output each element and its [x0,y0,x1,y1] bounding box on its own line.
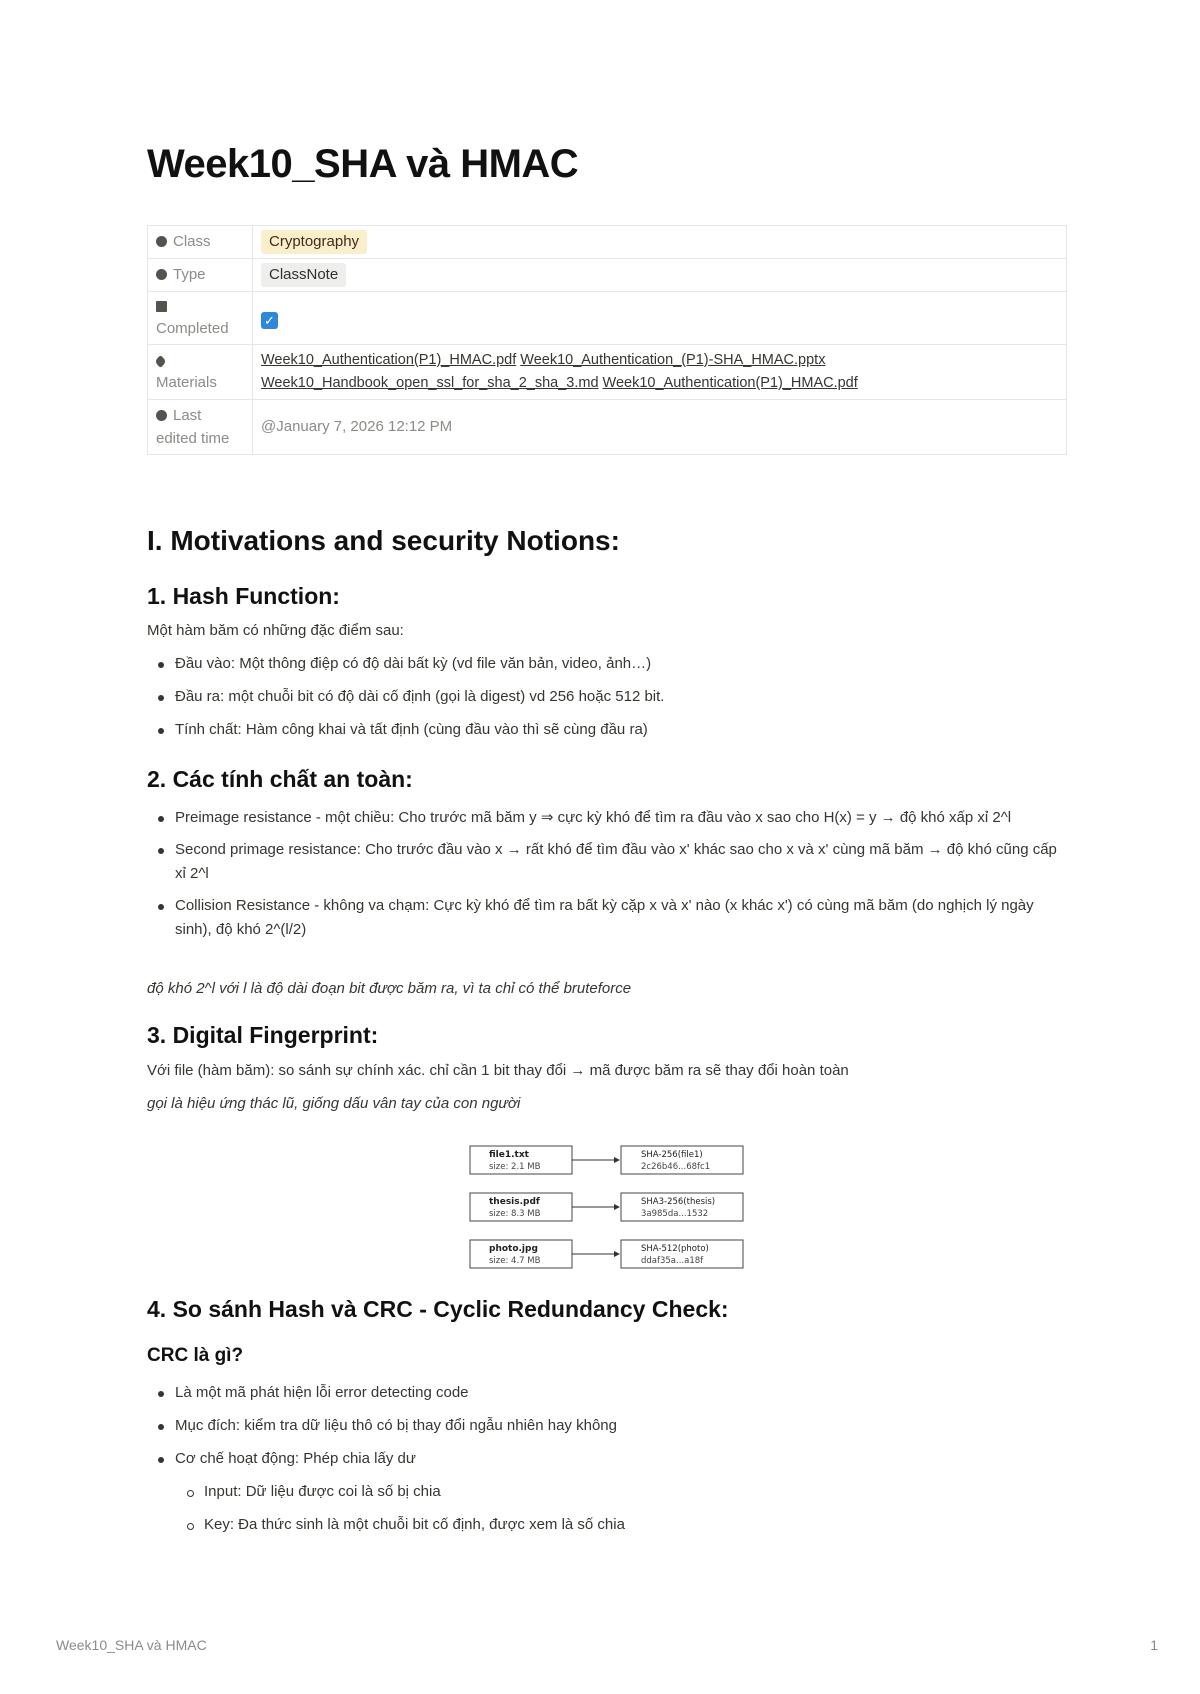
completed-checkbox[interactable]: ✓ [261,312,278,329]
class-tag[interactable]: Cryptography [261,230,367,254]
fingerprint-text: Với file (hàm băm): so sánh sự chính xác. chỉ cần 1 bit thay đổi → mã được băm ra sẽ thay đổi hoàn toàn [147,1062,849,1079]
material-file-link[interactable]: Week10_Authentication(P1)_HMAC.pdf [602,375,858,391]
material-file-link[interactable]: Week10_Authentication_(P1)-SHA_HMAC.pptx [520,352,826,368]
property-completed [148,292,1067,345]
file-size: size: 2.1 MB [489,1162,541,1172]
section-heading: I. Motivations and security Notions: [147,525,620,556]
material-file-link[interactable]: Week10_Authentication(P1)_HMAC.pdf [261,352,517,368]
list-item: Là một mã phát hiện lỗi error detecting code [147,1381,1067,1405]
file-name: photo.jpg [489,1244,538,1254]
type-tag[interactable]: ClassNote [261,263,346,287]
select-icon [156,236,167,247]
property-value-class [253,226,1067,259]
fingerprint-diagram [469,1145,745,1270]
property-label-materials: Materials [148,345,253,400]
property-label-last-edited: Last edited time [148,400,253,455]
crc-list [147,1381,1067,1537]
property-label-class: Class [148,226,253,259]
clock-icon [156,410,167,421]
property-value-materials [253,345,1067,400]
crc-heading: 4. So sánh Hash và CRC - Cyclic Redundancy Check: [147,1296,729,1322]
security-heading: 2. Các tính chất an toàn: [147,766,413,792]
property-value-type [253,259,1067,292]
file-row [470,1240,743,1268]
file-size: size: 4.7 MB [489,1256,541,1266]
fingerprint-heading: 3. Digital Fingerprint: [147,1022,379,1048]
files-icon [154,355,167,368]
property-value-completed [253,292,1067,345]
fingerprint-note: gọi là hiệu ứng thác lũ, giống dấu vân tay của con người [147,1095,521,1112]
page-number: 1 [1150,1637,1158,1653]
page-title: Week10_SHA và HMAC [147,142,579,186]
hash-name: SHA3-256(thesis) [641,1197,716,1207]
list-subitem: Input: Dữ liệu được coi là số bị chia [147,1480,1067,1504]
property-class [148,226,1067,259]
hash-value: ddaf35a...a18f [641,1256,704,1266]
hash-function-list [147,652,1067,742]
file-size: size: 8.3 MB [489,1209,541,1219]
hash-value: 3a985da...1532 [641,1209,709,1219]
file-row [470,1146,743,1174]
hash-function-intro: Một hàm băm có những đặc điểm sau: [147,622,404,639]
hash-name: SHA-256(file1) [641,1150,703,1160]
list-item: Mục đích: kiểm tra dữ liệu thô có bị thay đổi ngẫu nhiên hay không [147,1414,1067,1438]
file-name: thesis.pdf [489,1197,540,1207]
hash-name: SHA-512(photo) [641,1244,709,1254]
list-subitem: Key: Đa thức sinh là một chuỗi bit cố định, được xem là số chia [147,1513,1067,1537]
hash-value: 2c26b46...68fc1 [641,1162,711,1172]
list-item: Đầu vào: Một thông điệp có độ dài bất kỳ (vd file văn bản, video, ảnh…) [147,652,1067,676]
security-note: độ khó 2^l với l là độ dài đoạn bit được băm ra, vì ta chỉ có thể bruteforce [147,980,632,997]
checkbox-icon [156,301,167,312]
property-materials [148,345,1067,400]
property-last-edited [148,400,1067,455]
property-label-completed: Completed [148,292,253,345]
list-item: Cơ chế hoạt động: Phép chia lấy dư [147,1447,1067,1471]
list-item: Tính chất: Hàm công khai và tất định (cùng đầu vào thì sẽ cùng đầu ra) [147,718,1067,742]
list-item: Collision Resistance - không va chạm: Cực kỳ khó để tìm ra bất kỳ cặp x và x' nào (x khác x') có cùng mã băm (do nghịch lý ngày sinh), độ khó 2^(l/2) [147,894,1067,942]
properties-table [147,225,1067,455]
list-item: Second primage resistance: Cho trước đầu vào x → rất khó để tìm đầu vào x' khác sao cho x và x' cùng mã băm → độ khó cũng cấp xỉ 2^l [147,838,1067,886]
footer-title: Week10_SHA và HMAC [56,1637,207,1653]
hash-function-heading: 1. Hash Function: [147,583,340,609]
property-value-last-edited: @January 7, 2026 12:12 PM [253,400,1067,455]
crc-subheading: CRC là gì? [147,1345,244,1366]
property-type [148,259,1067,292]
security-list [147,806,1067,942]
select-icon [156,269,167,280]
list-item: Đầu ra: một chuỗi bit có độ dài cố định (gọi là digest) vd 256 hoặc 512 bit. [147,685,1067,709]
property-label-type: Type [148,259,253,292]
file-name: file1.txt [489,1150,529,1160]
material-file-link[interactable]: Week10_Handbook_open_ssl_for_sha_2_sha_3.md [261,375,599,391]
file-row [470,1193,743,1221]
list-item: Preimage resistance - một chiều: Cho trước mã băm y ⇒ cực kỳ khó để tìm ra đầu vào x sao cho H(x) = y → độ khó xấp xỉ 2^l [147,806,1067,830]
